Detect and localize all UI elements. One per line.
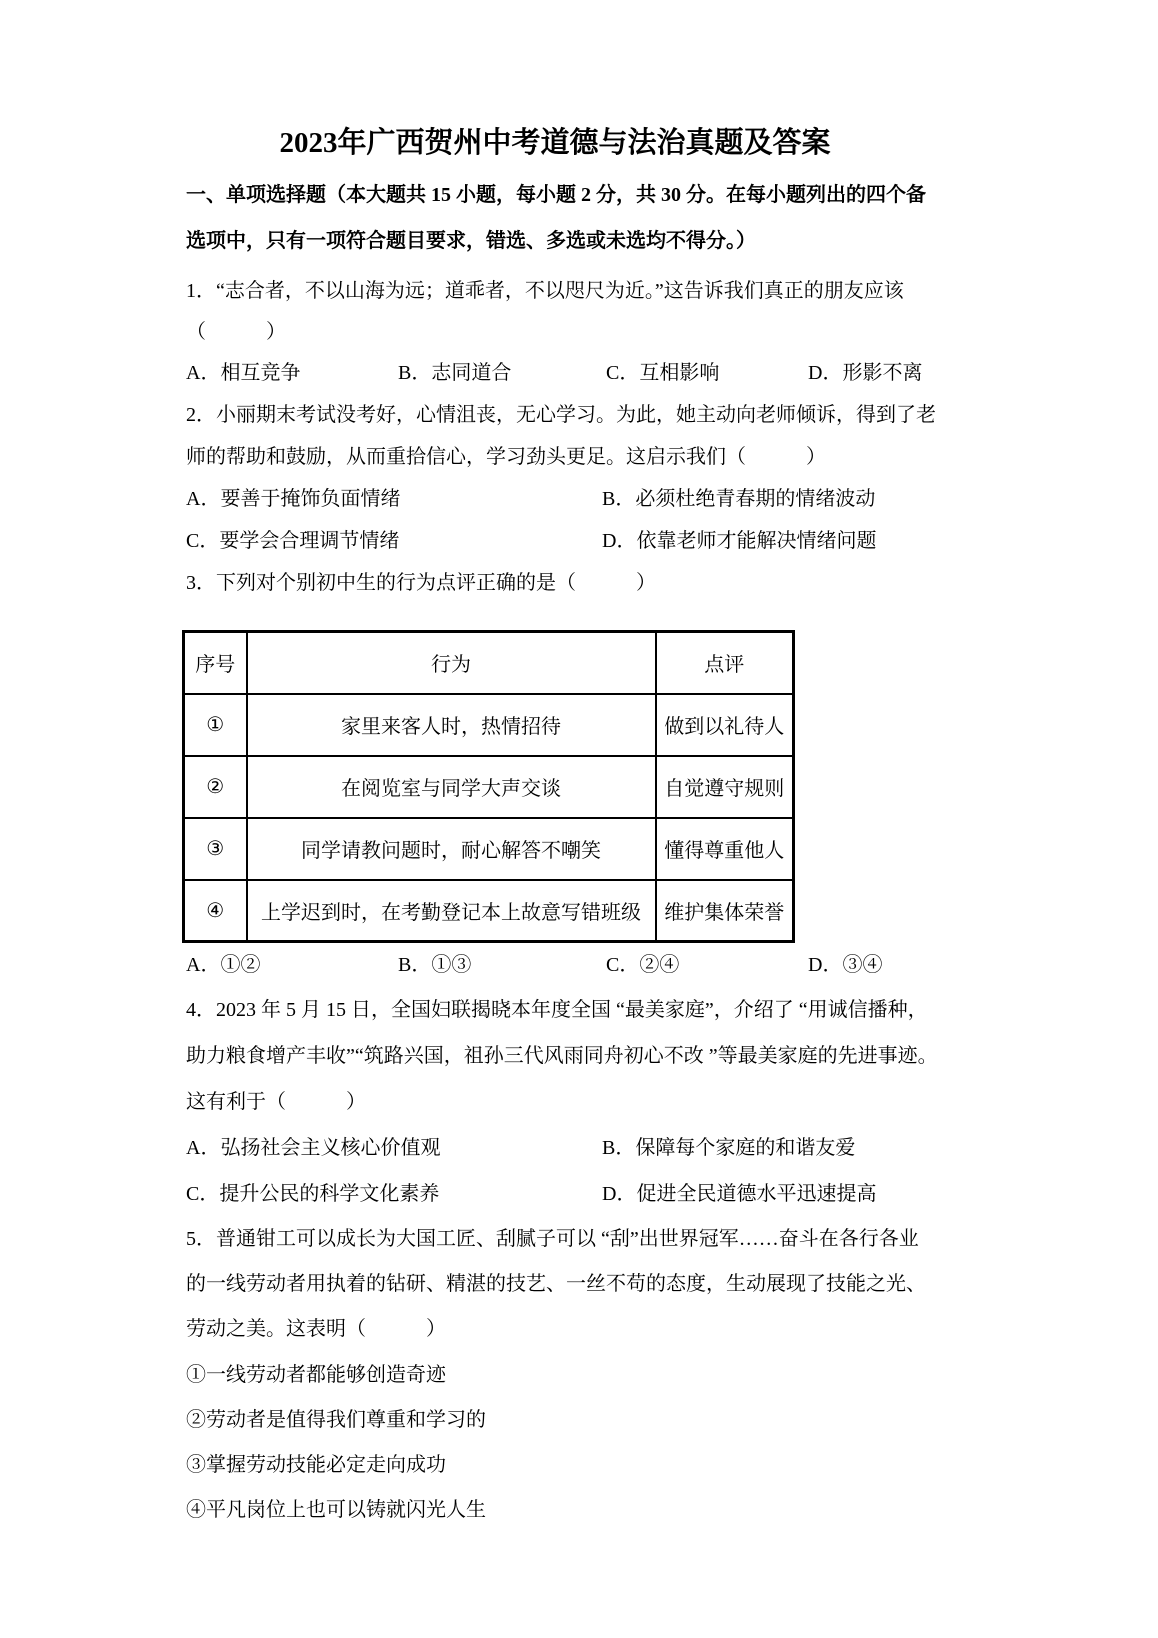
question-1-option-a: A．相互竞争: [186, 362, 301, 384]
question-3-options: [186, 952, 1006, 978]
question-4-option-b: B．保障每个家庭的和谐友爱: [602, 1137, 856, 1159]
question-4-option-a: A．弘扬社会主义核心价值观: [186, 1137, 441, 1159]
question-2-options-row-1: [186, 486, 1006, 512]
table-cell-comment: 自觉遵守规则: [656, 756, 794, 818]
question-3-stem: 3．下列对个别初中生的行为点评正确的是（ ）: [186, 572, 656, 594]
question-5-item-4: ④平凡岗位上也可以铸就闪光人生: [186, 1499, 486, 1521]
question-5-stem-line-2: 的一线劳动者用执着的钻研、精湛的技艺、一丝不苟的态度，生动展现了技能之光、: [186, 1273, 926, 1295]
table-cell-number: ③: [184, 818, 247, 880]
table-row: [184, 818, 794, 880]
question-3-behavior-table: [182, 630, 795, 943]
question-3-option-a: A．①②: [186, 954, 261, 976]
question-5-item-1: ①一线劳动者都能够创造奇迹: [186, 1364, 446, 1386]
table-cell-behavior: 在阅览室与同学大声交谈: [247, 756, 656, 818]
question-3-option-c: C．②④: [606, 954, 680, 976]
question-4-options-row-1: [186, 1135, 1006, 1161]
question-3-option-d: D．③④: [808, 954, 883, 976]
question-4-stem-line-1: 4．2023 年 5 月 15 日，全国妇联揭晓本年度全国 “最美家庭”，介绍了 “用诚信播种，: [186, 999, 928, 1021]
table-row: [184, 694, 794, 756]
table-header-row: [184, 632, 794, 694]
table-cell-behavior: 家里来客人时，热情招待: [247, 694, 656, 756]
table-cell-behavior: 同学请教问题时，耐心解答不嘲笑: [247, 818, 656, 880]
table-row: [184, 756, 794, 818]
question-4-option-c: C．提升公民的科学文化素养: [186, 1183, 440, 1205]
question-5-item-2: ②劳动者是值得我们尊重和学习的: [186, 1409, 486, 1431]
question-3-option-b: B．①③: [398, 954, 472, 976]
table-cell-number: ④: [184, 880, 247, 942]
question-2-option-b: B．必须杜绝青春期的情绪波动: [602, 488, 876, 510]
table-header-comment: 点评: [656, 632, 794, 694]
question-1-option-c: C．互相影响: [606, 362, 720, 384]
table-cell-number: ②: [184, 756, 247, 818]
question-4-stem-line-3: 这有利于（ ）: [186, 1091, 366, 1113]
question-1-answer-blank: （ ）: [186, 321, 286, 343]
table-header-behavior: 行为: [247, 632, 656, 694]
table-cell-number: ①: [184, 694, 247, 756]
section-heading-line-1: 一、单项选择题（本大题共 15 小题，每小题 2 分，共 30 分。在每小题列出的四个备: [186, 184, 926, 206]
question-2-options-row-2: [186, 528, 1006, 554]
question-2-option-c: C．要学会合理调节情绪: [186, 530, 400, 552]
question-1-stem-line-1: 1．“志合者，不以山海为远；道乖者，不以咫尺为近。”这告诉我们真正的朋友应该: [186, 280, 904, 302]
question-2-option-a: A．要善于掩饰负面情绪: [186, 488, 401, 510]
question-5-stem-line-3: 劳动之美。这表明（ ）: [186, 1318, 446, 1340]
question-5-stem-line-1: 5．普通钳工可以成长为大国工匠、刮腻子可以 “刮”出世界冠军……奋斗在各行各业: [186, 1228, 919, 1250]
table-cell-comment: 维护集体荣誉: [656, 880, 794, 942]
table-header-number: 序号: [184, 632, 247, 694]
question-2-stem-line-1: 2．小丽期末考试没考好，心情沮丧，无心学习。为此，她主动向老师倾诉，得到了老: [186, 404, 936, 426]
question-1-options: [186, 360, 1006, 386]
question-1-option-b: B．志同道合: [398, 362, 512, 384]
question-4-stem-line-2: 助力粮食增产丰收”“筑路兴国，祖孙三代风雨同舟初心不改 ”等最美家庭的先进事迹。: [186, 1045, 938, 1067]
table-cell-comment: 懂得尊重他人: [656, 818, 794, 880]
table-cell-comment: 做到以礼待人: [656, 694, 794, 756]
table-row: [184, 880, 794, 942]
question-4-options-row-2: [186, 1181, 1006, 1207]
question-2-option-d: D．依靠老师才能解决情绪问题: [602, 530, 877, 552]
question-2-stem-line-2: 师的帮助和鼓励，从而重拾信心，学习劲头更足。这启示我们（ ）: [186, 446, 826, 468]
question-5-item-3: ③掌握劳动技能必定走向成功: [186, 1454, 446, 1476]
section-heading-line-2: 选项中，只有一项符合题目要求，错选、多选或未选均不得分。）: [186, 230, 756, 252]
page-title: 2023年广西贺州中考道德与法治真题及答案: [279, 127, 831, 159]
question-4-option-d: D．促进全民道德水平迅速提高: [602, 1183, 877, 1205]
question-1-option-d: D．形影不离: [808, 362, 923, 384]
table-cell-behavior: 上学迟到时，在考勤登记本上故意写错班级: [247, 880, 656, 942]
